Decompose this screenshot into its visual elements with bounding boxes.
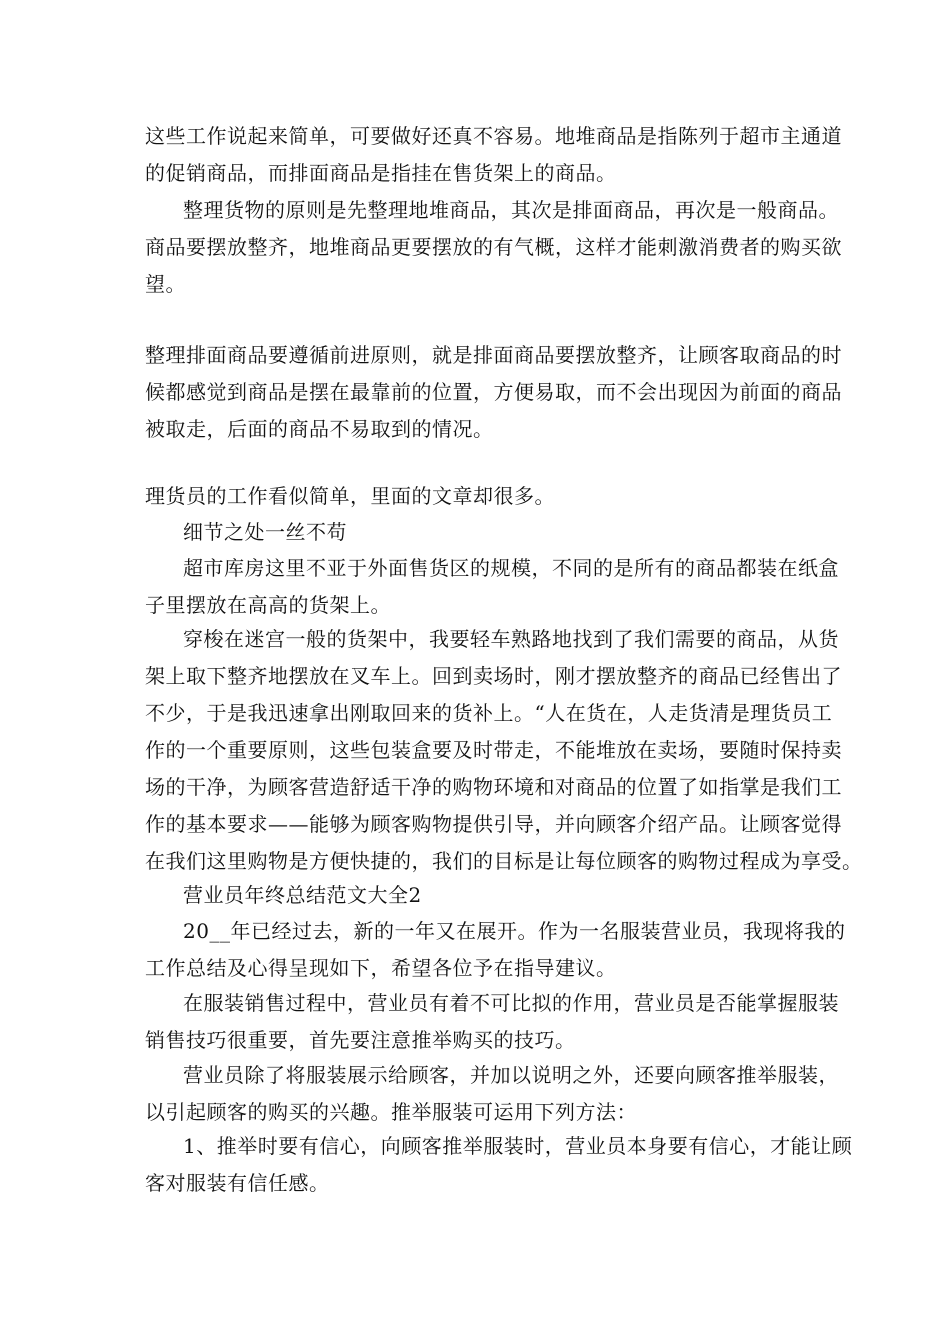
- section-heading: [145, 877, 810, 914]
- text-line: 在服装销售过程中，营业员有着不可比拟的作用，营业员是否能掌握服装: [183, 991, 839, 1015]
- text-line: 超市库房这里不亚于外面售货区的规模，不同的是所有的商品都装在纸盒: [183, 556, 839, 580]
- text-line: 在我们这里购物是方便快捷的，我们的目标是让每位顾客的购物过程成为享受。: [145, 849, 863, 873]
- paragraph-8: [145, 985, 839, 1059]
- text-line: 架上取下整齐地摆放在叉车上。回到卖场时，刚才摆放整齐的商品已经售出了: [145, 664, 842, 688]
- paragraph-9: [145, 1057, 839, 1131]
- text-line: 子里摆放在高高的货架上。: [145, 593, 391, 617]
- paragraph-6: [145, 621, 863, 880]
- text-line: 场的干净，为顾客营造舒适干净的购物环境和对商品的位置了如指掌是我们工: [145, 775, 842, 799]
- paragraph-5: [145, 550, 839, 624]
- text-line: 1、推举时要有信心，向顾客推举服装时，营业员本身要有信心，才能让顾: [183, 1134, 853, 1158]
- text-line: 客对服装有信任感。: [145, 1171, 330, 1195]
- text-line: 穿梭在迷宫一般的货架中，我要轻车熟路地找到了我们需要的商品，从货: [183, 627, 839, 651]
- text-line: 这些工作说起来简单，可要做好还真不容易。地堆商品是指陈列于超市主通道: [145, 124, 842, 148]
- text-line: 不少，于是我迅速拿出刚取回来的货补上。“人在货在，人走货清是理货员工: [145, 701, 833, 725]
- text-line: 营业员除了将服装展示给顾客，并加以说明之外，还要向顾客推举服装，: [183, 1063, 839, 1087]
- text-line: 作的基本要求——能够为顾客购物提供引导，并向顾客介绍产品。让顾客觉得: [145, 812, 842, 836]
- text-line: 望。: [145, 272, 186, 296]
- text-line: 整理排面商品要遵循前进原则，就是排面商品要摆放整齐，让顾客取商品的时: [145, 343, 842, 367]
- paragraph-3: [145, 337, 842, 448]
- text-line: 的促销商品，而排面商品是指挂在售货架上的商品。: [145, 161, 617, 185]
- paragraph-2: [145, 192, 842, 303]
- paragraph-1: [145, 118, 842, 192]
- paragraph-10: [145, 1128, 853, 1202]
- text-line: 以引起顾客的购买的兴趣。推举服装可运用下列方法：: [145, 1100, 637, 1124]
- text-line: 20__年已经过去，新的一年又在展开。作为一名服装营业员，我现将我的: [183, 919, 846, 943]
- text-line: 候都感觉到商品是摆在最靠前的位置，方便易取，而不会出现因为前面的商品: [145, 380, 842, 404]
- text-line: 商品要摆放整齐，地堆商品更要摆放的有气概，这样才能刺激消费者的购买欲: [145, 235, 842, 259]
- paragraph-4: [145, 478, 810, 515]
- paragraph-7: [145, 913, 846, 987]
- text-line: 销售技巧很重要，首先要注意推举购买的技巧。: [145, 1028, 576, 1052]
- text-line: 工作总结及心得呈现如下，希望各位予在指导建议。: [145, 956, 617, 980]
- text-line: 营业员年终总结范文大全2: [183, 883, 422, 907]
- text-line: 细节之处一丝不苟: [183, 520, 347, 544]
- text-line: 被取走，后面的商品不易取到的情况。: [145, 417, 494, 441]
- text-line: 整理货物的原则是先整理地堆商品，其次是排面商品，再次是一般商品。: [183, 198, 839, 222]
- section-heading: [145, 514, 810, 551]
- text-line: 作的一个重要原则，这些包装盒要及时带走，不能堆放在卖场，要随时保持卖: [145, 738, 842, 762]
- text-line: 理货员的工作看似简单，里面的文章却很多。: [145, 484, 555, 508]
